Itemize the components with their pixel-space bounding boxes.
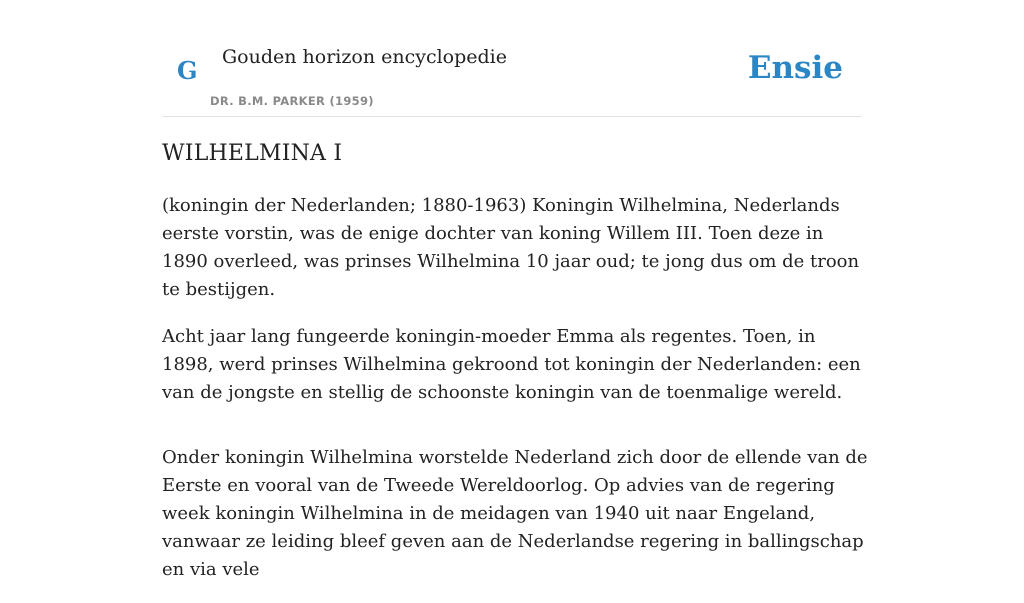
article-title: WILHELMINA I [162, 141, 343, 166]
ensie-logo[interactable]: Ensie [747, 50, 843, 86]
article [162, 138, 872, 603]
book-logo-icon[interactable]: G [177, 56, 198, 85]
article-paragraph: Acht jaar lang fungeerde koningin-moeder Emma als regentes. Toen, in 1898, werd prinses Wilhelmina gekroond tot koningin der Nederlanden: een van de jongste en stellig de schoonste koningin van de toenmalige wereld. [162, 326, 861, 403]
author-label[interactable]: DR. B.M. PARKER (1959) [210, 94, 374, 108]
book-title-link[interactable]: Gouden horizon encyclopedie [222, 46, 507, 68]
article-paragraph: Onder koningin Wilhelmina worstelde Nederland zich door de ellende van de Eerste en vooral van de Tweede Wereldoorlog. Op advies van de regering week koningin Wilhelmina in de meidagen van 1940 uit naar Engeland, vanwaar ze leiding bleef geven aan de Nederlandse regering in ballingschap en via vele [162, 447, 868, 580]
article-paragraph: (koningin der Nederlanden; 1880-1963) Koningin Wilhelmina, Nederlands eerste vorstin, was de enige dochter van koning Willem III. Toen deze in 1890 overleed, was prinses Wilhelmina 10 jaar oud; te jong dus om de troon te bestijgen. [162, 195, 860, 300]
site-header [162, 0, 862, 117]
